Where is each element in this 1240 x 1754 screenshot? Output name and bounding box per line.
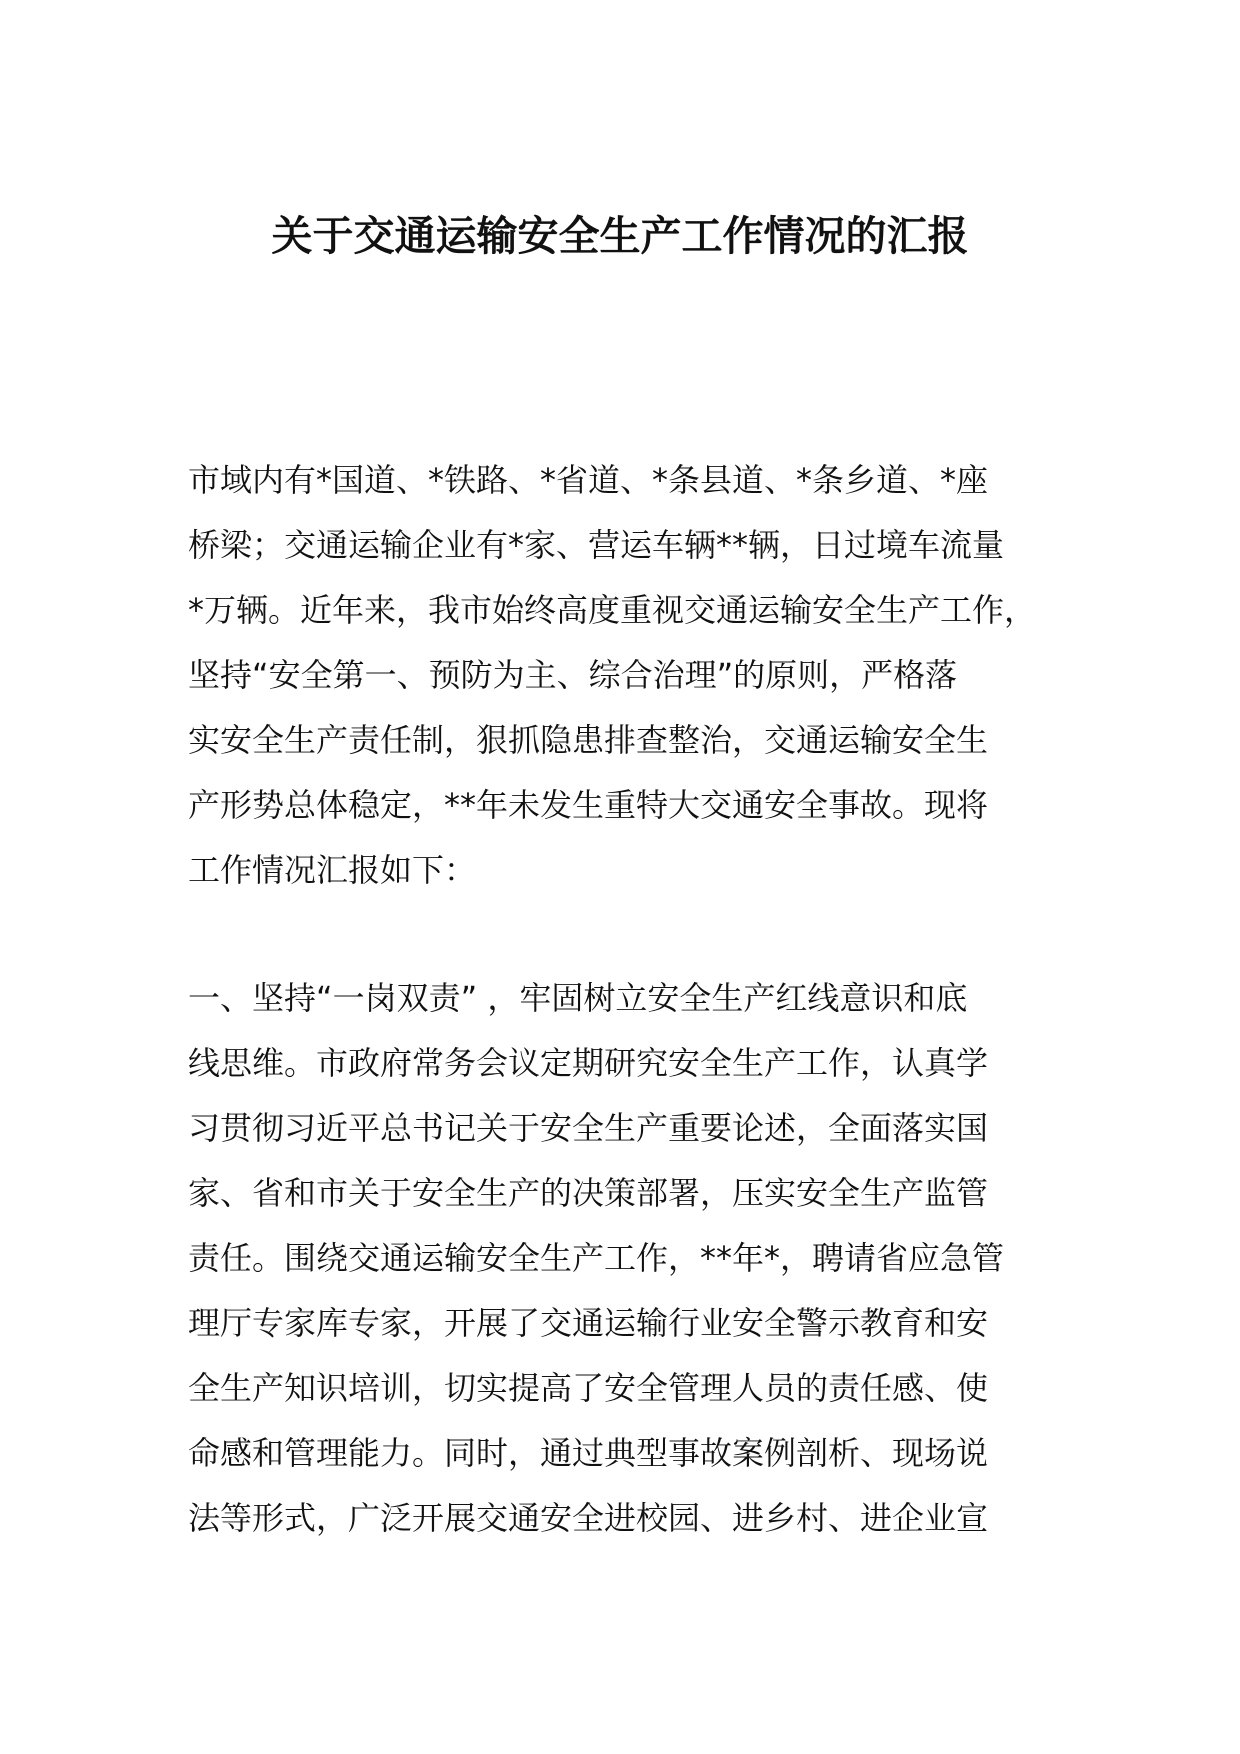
text-line: 产形势总体稳定，**年未发生重特大交通安全事故。现将 bbox=[188, 786, 989, 824]
text-line: 命感和管理能力。同时，通过典型事故案例剖析、现场说 bbox=[188, 1434, 989, 1472]
text-line: 桥梁；交通运输企业有*家、营运车辆**辆，日过境车流量 bbox=[188, 526, 1005, 564]
document-title: 关于交通运输安全生产工作情况的汇报 bbox=[271, 212, 969, 260]
text-line: 责任。围绕交通运输安全生产工作，**年*，聘请省应急管 bbox=[188, 1239, 1005, 1277]
text-line: 坚持“安全第一、预防为主、综合治理”的原则，严格落 bbox=[188, 656, 958, 694]
text-line: 市域内有*国道、*铁路、*省道、*条县道、*条乡道、*座 bbox=[188, 461, 989, 499]
text-line: 法等形式，广泛开展交通安全进校园、进乡村、进企业宣 bbox=[188, 1499, 989, 1537]
paragraph-intro bbox=[188, 448, 1088, 903]
text-line: 理厅专家库专家，开展了交通运输行业安全警示教育和安 bbox=[188, 1304, 989, 1342]
text-line: 习贯彻习近平总书记关于安全生产重要论述，全面落实国 bbox=[188, 1109, 989, 1147]
text-line: 全生产知识培训，切实提高了安全管理人员的责任感、使 bbox=[188, 1369, 989, 1407]
paragraph-section-1 bbox=[188, 966, 1088, 1551]
text-line: 实安全生产责任制，狠抓隐患排查整治，交通运输安全生 bbox=[188, 721, 989, 759]
text-line: 家、省和市关于安全生产的决策部署，压实安全生产监管 bbox=[188, 1174, 989, 1212]
text-line: *万辆。近年来，我市始终高度重视交通运输安全生产工作， bbox=[188, 591, 1037, 629]
text-line: 工作情况汇报如下： bbox=[188, 851, 477, 889]
text-line: 一、坚持“一岗双责” ，牢固树立安全生产红线意识和底 bbox=[188, 979, 968, 1017]
text-line: 线思维。市政府常务会议定期研究安全生产工作，认真学 bbox=[188, 1044, 989, 1082]
